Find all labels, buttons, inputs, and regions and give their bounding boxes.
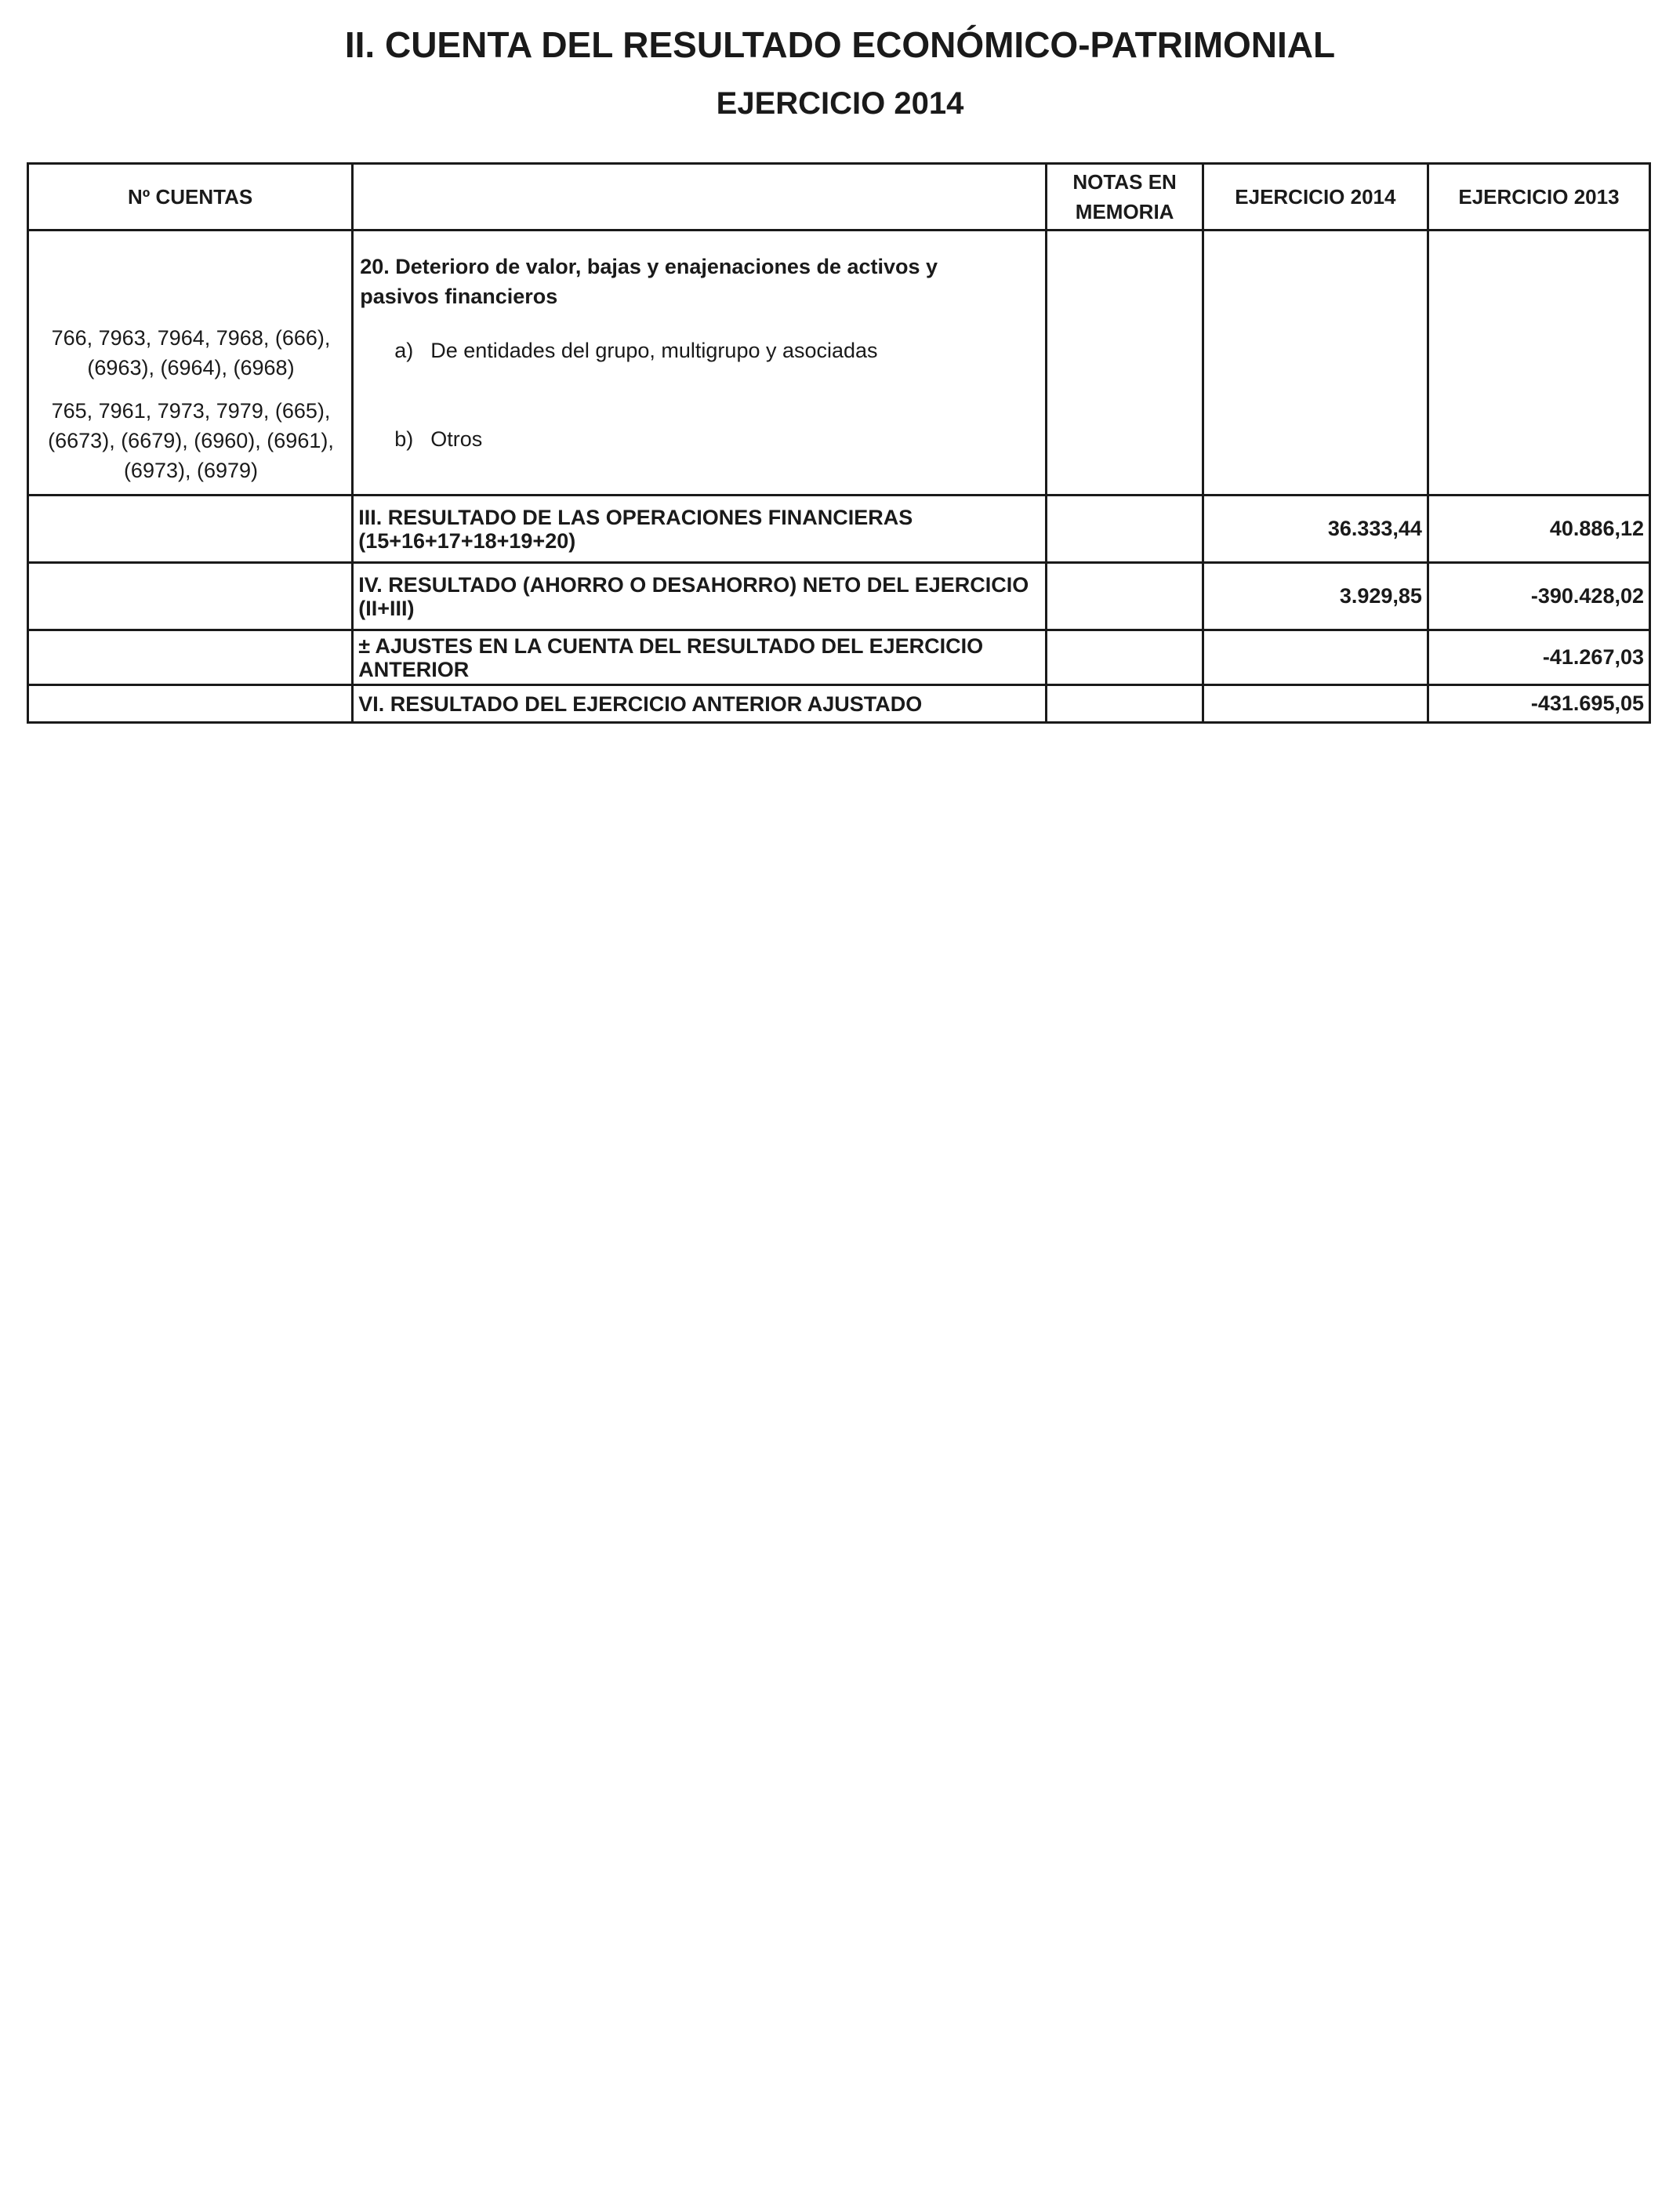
sub-a-line (394, 336, 877, 365)
sub-a-label: a) (394, 339, 414, 362)
sub-a-accounts: 766, 7963, 7964, 7968, (666), (6963), (6964), (6968) (51, 326, 331, 379)
sub-a-text: De entidades del grupo, multigrupo y asociadas (430, 339, 878, 362)
item-20-row (28, 231, 1650, 496)
item-20-title: 20. Deterioro de valor, bajas y enajenaciones de activos y pasivos financieros (360, 255, 938, 308)
item-20-year-2014 (1203, 231, 1428, 496)
result-table (27, 162, 1651, 724)
row-description: IV. RESULTADO (AHORRO O DESAHORRO) NETO DEL EJERCICIO (II+III) (353, 563, 1047, 630)
row-accounts (28, 630, 353, 685)
table-row (28, 630, 1650, 685)
sub-b-text: Otros (430, 427, 483, 451)
row-year-2013-value: -390.428,02 (1428, 563, 1649, 630)
row-year-2013-value: -431.695,05 (1428, 685, 1649, 723)
item-20-accounts-cell (28, 231, 353, 496)
row-year-2014-value: 3.929,85 (1203, 563, 1428, 630)
row-year-2014-value (1203, 685, 1428, 723)
row-notes (1047, 630, 1203, 685)
table-row (28, 496, 1650, 563)
document-title: II. CUENTA DEL RESULTADO ECONÓMICO-PATRIMONIAL (344, 24, 1336, 65)
document-subtitle: EJERCICIO 2014 (716, 86, 964, 121)
row-accounts (28, 563, 353, 630)
row-year-2014-value (1203, 630, 1428, 685)
sub-b-label: b) (394, 427, 414, 451)
row-accounts (28, 496, 353, 563)
sub-b-line (394, 424, 482, 454)
item-20-year-2013 (1428, 231, 1649, 496)
row-year-2013-value: 40.886,12 (1428, 496, 1649, 563)
row-description: ± AJUSTES EN LA CUENTA DEL RESULTADO DEL EJERCICIO ANTERIOR (353, 630, 1047, 685)
table-row (28, 685, 1650, 723)
item-20-description-cell (353, 231, 1047, 496)
row-notes (1047, 496, 1203, 563)
row-year-2013-value: -41.267,03 (1428, 630, 1649, 685)
header-description (353, 164, 1047, 231)
row-notes (1047, 685, 1203, 723)
row-notes (1047, 563, 1203, 630)
table-row (28, 563, 1650, 630)
header-year-2013: EJERCICIO 2013 (1428, 164, 1649, 231)
header-accounts: Nº CUENTAS (28, 164, 353, 231)
sub-b-accounts: 765, 7961, 7973, 7979, (665), (6673), (6679), (6960), (6961), (6973), (6979) (48, 399, 334, 482)
row-accounts (28, 685, 353, 723)
row-description: III. RESULTADO DE LAS OPERACIONES FINANCIERAS (15+16+17+18+19+20) (353, 496, 1047, 563)
header-notes: NOTAS EN MEMORIA (1047, 164, 1203, 231)
header-year-2014: EJERCICIO 2014 (1203, 164, 1428, 231)
row-description: VI. RESULTADO DEL EJERCICIO ANTERIOR AJUSTADO (353, 685, 1047, 723)
row-year-2014-value: 36.333,44 (1203, 496, 1428, 563)
table-header-row (28, 164, 1650, 231)
item-20-notes (1047, 231, 1203, 496)
